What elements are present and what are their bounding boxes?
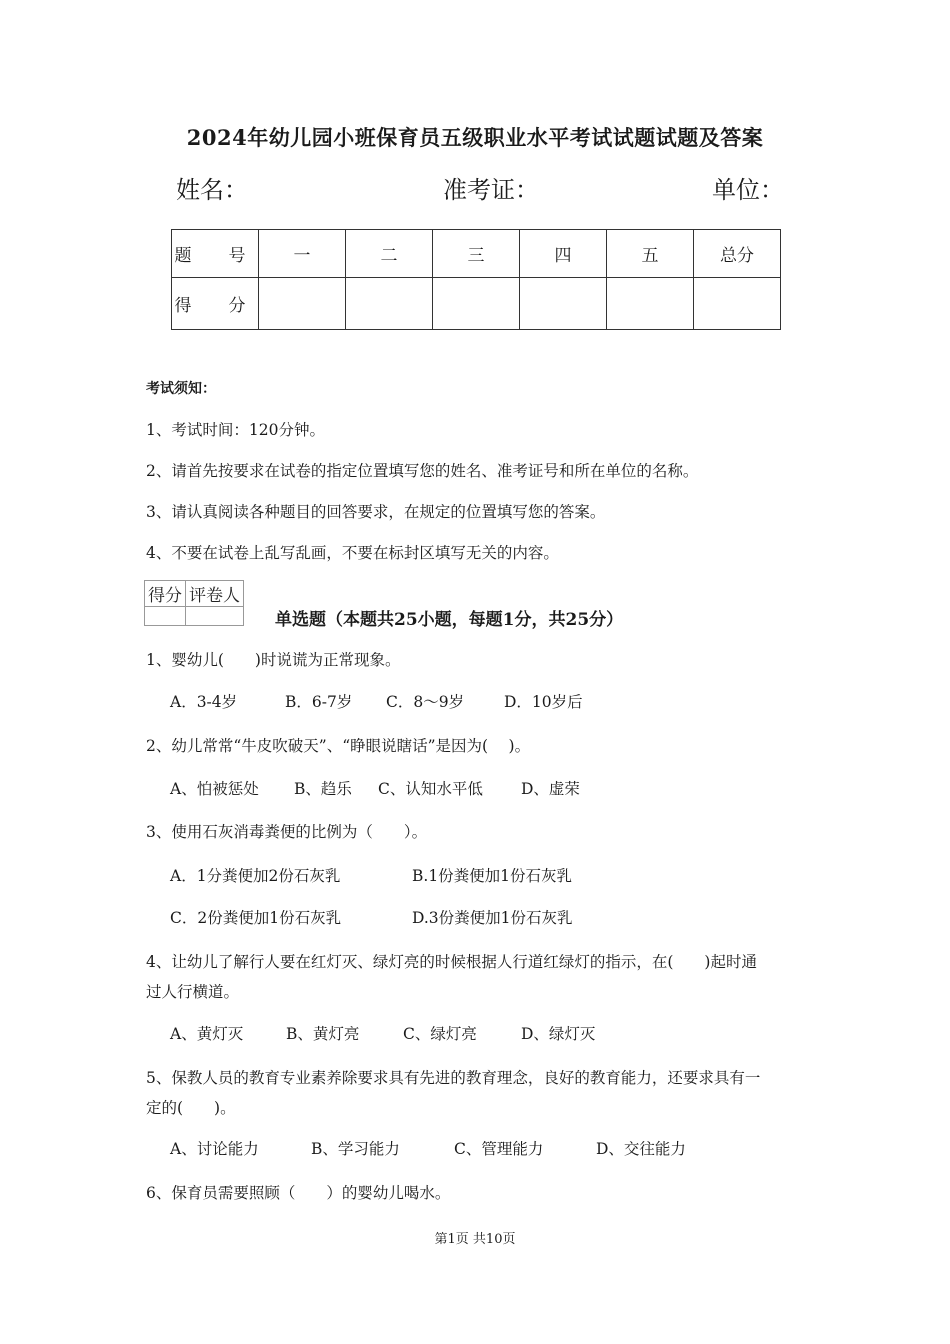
score-table-score-row	[172, 278, 781, 330]
option-d: D、虚荣	[521, 780, 580, 798]
document-title: 2024年幼儿园小班保育员五级职业水平考试试题试题及答案	[186, 125, 764, 150]
grader-box	[144, 580, 244, 626]
option-b: B．6-7岁	[285, 693, 353, 711]
option-b: B、趋乐	[294, 780, 352, 798]
notice-item: 1、考试时间：120分钟。	[146, 421, 325, 439]
question-stem-continued: 过人行横道。	[146, 983, 240, 1001]
score-table-cell: 二	[346, 230, 433, 278]
score-table-cell: 得 分	[172, 278, 259, 330]
score-entry-cell[interactable]	[694, 278, 781, 330]
question-stem: 1、婴幼儿( )时说谎为正常现象。	[146, 651, 401, 669]
page-footer: 第1页 共10页	[434, 1232, 516, 1247]
option-c: C．2份粪便加1份石灰乳	[170, 909, 342, 927]
option-b: B、学习能力	[311, 1140, 400, 1158]
option-a: A、讨论能力	[170, 1140, 259, 1158]
option-d: D、绿灯灭	[521, 1025, 596, 1043]
score-entry-cell[interactable]	[346, 278, 433, 330]
grader-box-score-label: 得分	[145, 581, 186, 607]
option-a: A．3-4岁	[170, 693, 238, 711]
score-entry-cell[interactable]	[520, 278, 607, 330]
grader-box-grader-label: 评卷人	[186, 581, 244, 607]
option-d: D.3份粪便加1份石灰乳	[412, 909, 573, 927]
question-stem: 2、幼儿常常“牛皮吹破天”、“睁眼说瞎话”是因为( )。	[146, 737, 531, 755]
score-entry-cell[interactable]	[433, 278, 520, 330]
score-table-cell: 总分	[694, 230, 781, 278]
notice-item: 4、不要在试卷上乱写乱画，不要在标封区填写无关的内容。	[146, 544, 559, 562]
question-stem: 5、保教人员的教育专业素养除要求具有先进的教育理念，良好的教育能力，还要求具有一	[146, 1069, 761, 1087]
option-a: A、黄灯灭	[170, 1025, 244, 1043]
score-table	[171, 229, 781, 330]
option-c: C．8～9岁	[386, 693, 465, 711]
score-table-cell: 一	[259, 230, 346, 278]
score-entry-cell[interactable]	[259, 278, 346, 330]
unit-field-label: 单位：	[712, 176, 784, 204]
option-b: B、黄灯亮	[286, 1025, 360, 1043]
option-d: D．10岁后	[504, 693, 583, 711]
option-a: A．1分粪便加2份石灰乳	[170, 867, 341, 885]
score-entry-cell[interactable]	[607, 278, 694, 330]
question-stem-continued: 定的( )。	[146, 1099, 236, 1117]
question-stem: 3、使用石灰消毒粪便的比例为（ ）。	[146, 823, 428, 841]
grader-box-grader-cell[interactable]	[186, 607, 244, 626]
score-table-cell: 三	[433, 230, 520, 278]
question-stem: 6、保育员需要照顾（ ）的婴幼儿喝水。	[146, 1184, 451, 1202]
notice-heading: 考试须知：	[146, 381, 216, 397]
grader-box-score-cell[interactable]	[145, 607, 186, 626]
notice-item: 3、请认真阅读各种题目的回答要求，在规定的位置填写您的答案。	[146, 503, 606, 521]
score-table-header-row	[172, 230, 781, 278]
score-table-cell: 五	[607, 230, 694, 278]
score-table-cell: 题 号	[172, 230, 259, 278]
notice-item: 2、请首先按要求在试卷的指定位置填写您的姓名、准考证号和所在单位的名称。	[146, 462, 699, 480]
option-d: D、交往能力	[596, 1140, 686, 1158]
option-b: B.1份粪便加1份石灰乳	[412, 867, 573, 885]
option-c: C、绿灯亮	[403, 1025, 477, 1043]
section-title: 单选题（本题共25小题，每题1分，共25分）	[275, 610, 624, 630]
option-c: C、认知水平低	[378, 780, 483, 798]
score-table-cell: 四	[520, 230, 607, 278]
name-field-label: 姓名：	[176, 176, 248, 204]
option-c: C、管理能力	[454, 1140, 544, 1158]
exam-id-field-label: 准考证：	[443, 176, 539, 204]
option-a: A、怕被惩处	[170, 780, 259, 798]
question-stem: 4、让幼儿了解行人要在红灯灭、绿灯亮的时候根据人行道红绿灯的指示，在( )起时通	[146, 953, 757, 971]
